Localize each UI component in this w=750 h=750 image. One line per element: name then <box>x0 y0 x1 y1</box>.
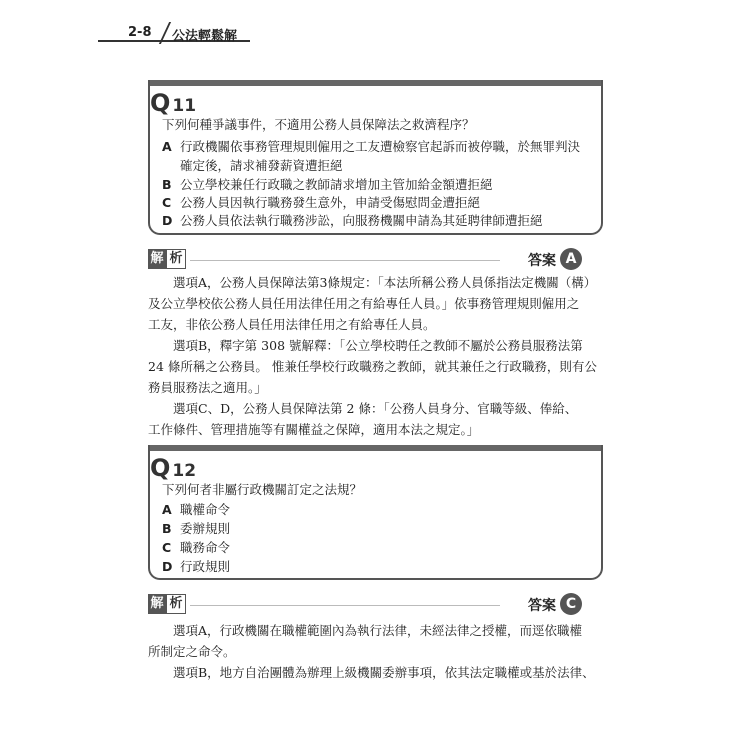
question-num: 12 <box>172 461 197 481</box>
question-12-box <box>148 445 603 580</box>
explanation-badge <box>148 594 184 614</box>
option-letter: A <box>162 139 172 154</box>
explanation-badge-right: 析 <box>166 594 186 614</box>
question-bar <box>150 445 601 451</box>
answer-label: 答案 <box>528 598 556 614</box>
question-text: 下列何種爭議事件，不適用公務人員保障法之救濟程序？ <box>162 117 475 132</box>
explanation-line: 選項A，公務人員保障法第3條規定：「本法所稱公務人員係指法定機關（構） <box>148 275 597 290</box>
explanation-line: 所制定之命令。 <box>148 644 236 659</box>
option-text: 行政規則 <box>180 559 231 574</box>
explanation-badge-left: 解 <box>148 249 166 269</box>
question-num: 11 <box>172 96 197 116</box>
explanation-badge <box>148 249 184 269</box>
option-letter: D <box>162 559 173 574</box>
question-text: 下列何者非屬行政機關訂定之法規？ <box>162 482 363 497</box>
option-b <box>162 176 493 194</box>
option-text: 公務人員因執行職務發生意外，申請受傷慰問金遭拒絕 <box>180 195 481 210</box>
explanation-line: 工友，非依公務人員任用法律任用之有給專任人員。 <box>148 317 436 332</box>
explanation-line: 選項B，地方自治團體為辦理上級機關委辦事項，依其法定職權或基於法律、 <box>148 665 595 680</box>
option-text: 職務命令 <box>180 540 231 555</box>
chapter-title: 公法輕鬆解 <box>172 29 238 44</box>
question-number <box>150 455 196 484</box>
option-text: 公立學校兼任行政職之教師請求增加主管加給金額遭拒絕 <box>180 177 493 192</box>
explanation-line: 工作條件、管理措施等有關權益之保障，適用本法之規定。」 <box>148 422 480 437</box>
question-q-letter: Q <box>150 454 171 482</box>
question-bar <box>150 80 601 86</box>
option-text: 公務人員依法執行職務涉訟，向服務機關申請為其延聘律師遭拒絕 <box>180 213 543 228</box>
option-c <box>162 539 230 557</box>
option-d <box>162 212 543 230</box>
option-text: 行政機關依事務管理規則僱用之工友遭檢察官起訴而被停職，於無罪判決 <box>180 139 581 154</box>
option-letter: A <box>162 502 172 517</box>
answer-badge: A <box>560 248 582 270</box>
option-text: 職權命令 <box>180 502 231 517</box>
answer-label: 答案 <box>528 253 556 269</box>
explanation-line: 24 條所稱之公務員。 惟兼任學校行政職務之教師，就其兼任之行政職務，則有公 <box>148 359 597 374</box>
option-text: 委辦規則 <box>180 521 231 536</box>
explanation-rule <box>190 260 500 261</box>
explanation-line: 務員服務法之適用。」 <box>148 380 267 395</box>
explanation-rule <box>190 605 500 606</box>
option-letter: C <box>162 540 172 555</box>
option-a-continued: 確定後，請求補發薪資遭拒絕 <box>180 158 343 173</box>
explanation-line: 選項B，釋字第 308 號解釋：「公立學校聘任之教師不屬於公務員服務法第 <box>148 338 583 353</box>
option-d <box>162 558 230 576</box>
explanation-line: 選項C、D，公務人員保障法第 2 條：「公務人員身分、官職等級、俸給、 <box>148 401 578 416</box>
option-letter: D <box>162 213 173 228</box>
page-number: 2-8 <box>128 25 152 40</box>
question-number <box>150 90 196 119</box>
option-a <box>162 501 230 519</box>
explanation-badge-left: 解 <box>148 594 166 614</box>
answer-badge: C <box>560 593 582 615</box>
explanation-line: 及公立學校依公務人員任用法律任用之有給專任人員。」依事務管理規則僱用之 <box>148 296 580 311</box>
option-c <box>162 194 480 212</box>
option-b <box>162 520 230 538</box>
explanation-badge-right: 析 <box>166 249 186 269</box>
option-letter: B <box>162 177 172 192</box>
option-letter: C <box>162 195 172 210</box>
explanation-line: 選項A，行政機關在職權範圍內為執行法律，未經法律之授權，而逕依職權 <box>148 623 583 638</box>
option-letter: B <box>162 521 172 536</box>
question-q-letter: Q <box>150 89 171 117</box>
question-11-box <box>148 80 603 235</box>
option-a <box>162 138 580 156</box>
